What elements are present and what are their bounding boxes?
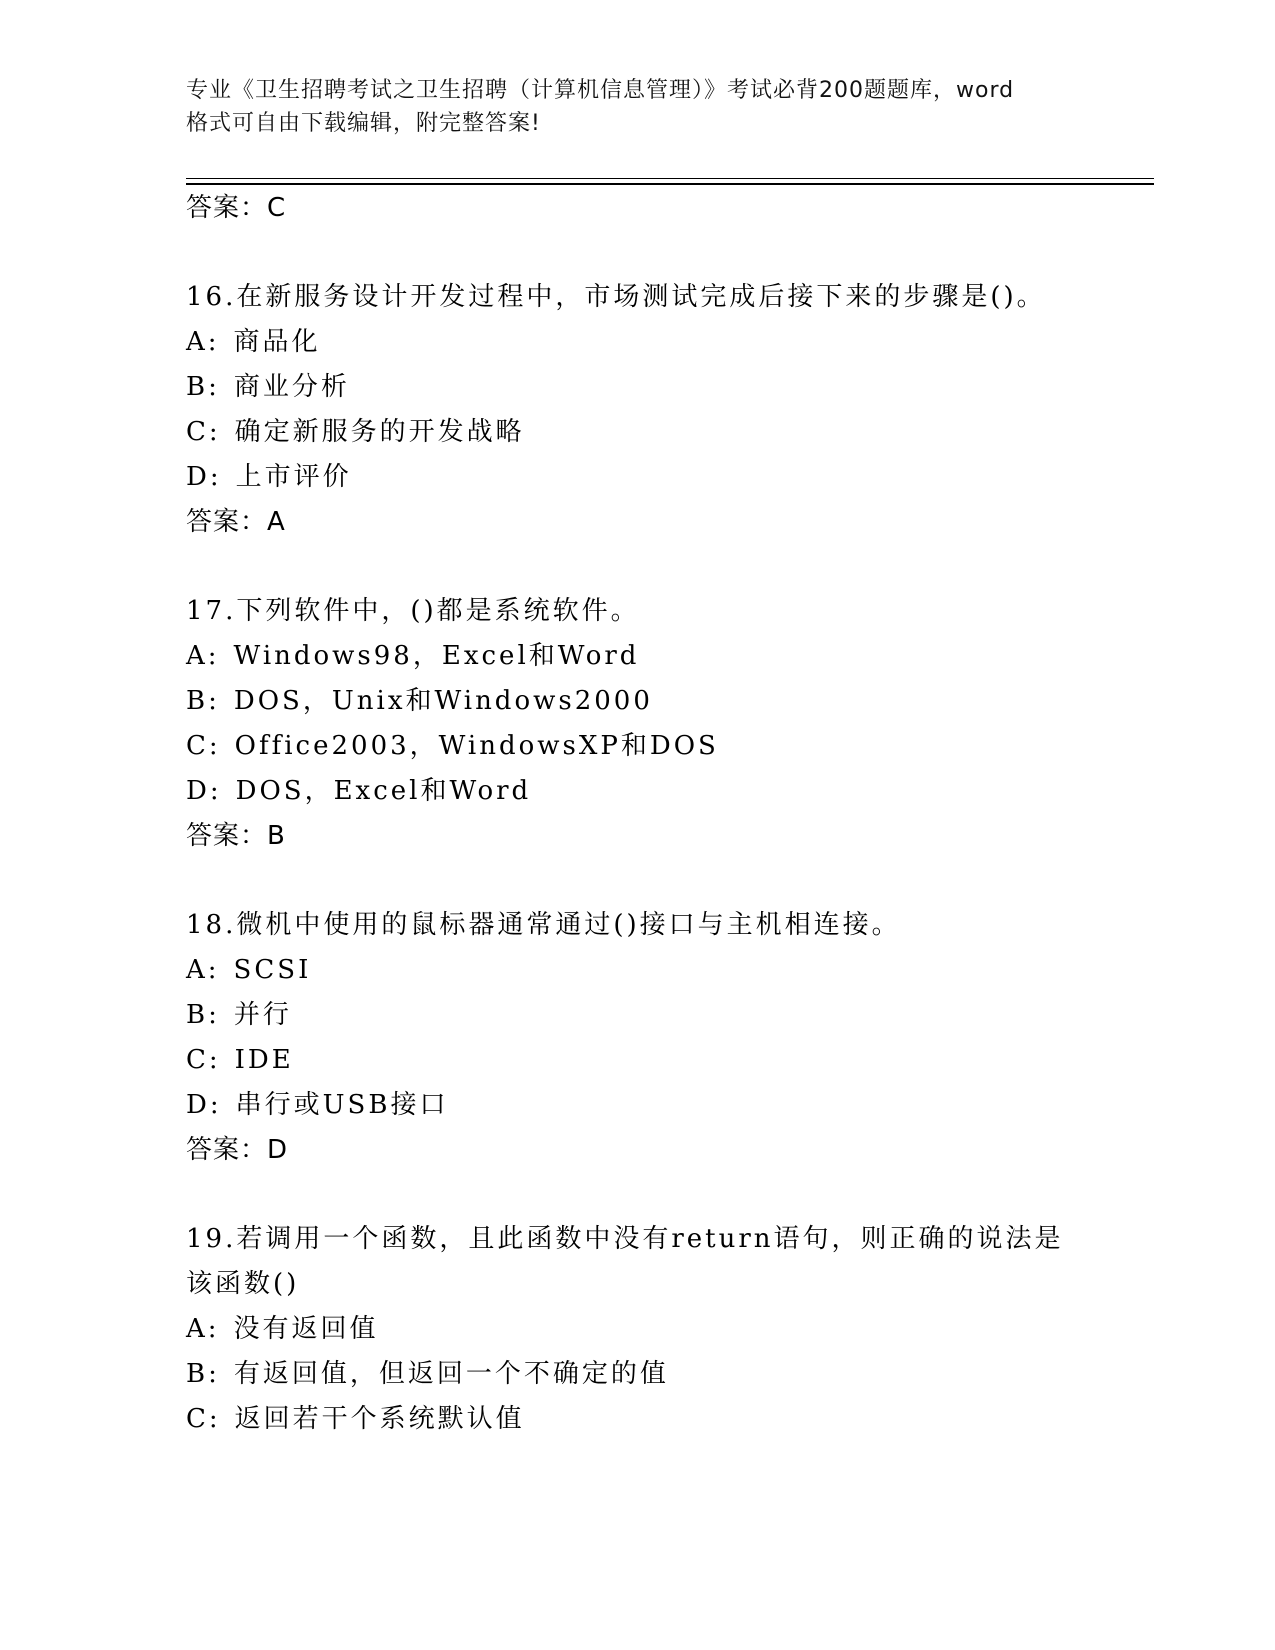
option-text: 有返回值，但返回一个不确定的值: [233, 1359, 669, 1389]
option-text: 没有返回值: [233, 1314, 379, 1344]
answer-line: 答案：D: [186, 1135, 289, 1165]
option-d: [186, 455, 1086, 500]
question-text-line-1: 19.若调用一个函数，且此函数中没有return语句，则正确的说法是: [186, 1224, 1064, 1254]
question-text: 17.下列软件中，()都是系统软件。: [186, 596, 640, 626]
option-text: DOS，Unix和Windows2000: [233, 686, 653, 716]
header-divider-thick: [186, 183, 1154, 185]
answer-line: 答案：C: [186, 193, 287, 223]
question-16: [186, 275, 1086, 545]
option-text: DOS，Excel和Word: [235, 776, 532, 806]
option-text: 确定新服务的开发战略: [234, 417, 525, 447]
option-c: [186, 724, 1086, 769]
option-c: [186, 1038, 1086, 1083]
option-text: 上市评价: [235, 462, 352, 492]
option-d: [186, 769, 1086, 814]
option-text: SCSI: [233, 955, 312, 985]
option-letter: B:: [186, 372, 220, 402]
option-text: Windows98，Excel和Word: [233, 641, 640, 671]
option-b: [186, 1352, 1086, 1397]
question-18: [186, 903, 1086, 1173]
document-header: [186, 74, 1086, 140]
option-letter: B:: [186, 1359, 220, 1389]
option-c: [186, 1397, 1086, 1442]
question-17: [186, 589, 1086, 859]
option-b: [186, 679, 1086, 724]
option-b: [186, 365, 1086, 410]
question-list: [186, 186, 1086, 1442]
option-text: 并行: [233, 1000, 292, 1030]
question-text-line-2: 该函数(): [186, 1269, 300, 1299]
option-a: [186, 320, 1086, 365]
option-a: [186, 1307, 1086, 1352]
option-b: [186, 993, 1086, 1038]
option-letter: D:: [186, 776, 222, 806]
option-text: Office2003，WindowsXP和DOS: [234, 731, 719, 761]
option-d: [186, 1083, 1086, 1128]
option-text: 返回若干个系统默认值: [234, 1404, 525, 1434]
option-letter: A:: [186, 327, 220, 357]
answer-line: 答案：A: [186, 507, 286, 537]
option-letter: D:: [186, 462, 222, 492]
option-text: IDE: [234, 1045, 294, 1075]
option-text: 串行或USB接口: [235, 1090, 449, 1120]
option-letter: B:: [186, 1000, 220, 1030]
question-text: 16.在新服务设计开发过程中，市场测试完成后接下来的步骤是()。: [186, 282, 1046, 312]
header-line-1: 专业《卫生招聘考试之卫生招聘（计算机信息管理）》考试必背200题题库，word: [186, 78, 1015, 103]
answer-line: 答案：B: [186, 821, 286, 851]
header-divider-thin: [186, 178, 1154, 179]
question-text: 18.微机中使用的鼠标器通常通过()接口与主机相连接。: [186, 910, 901, 940]
option-letter: C:: [186, 731, 221, 761]
option-text: 商品化: [233, 327, 321, 357]
option-letter: B:: [186, 686, 220, 716]
option-letter: C:: [186, 417, 221, 447]
question-19: [186, 1217, 1086, 1442]
option-letter: C:: [186, 1045, 221, 1075]
option-a: [186, 948, 1086, 993]
option-letter: A:: [186, 955, 220, 985]
option-letter: C:: [186, 1404, 221, 1434]
header-line-2: 格式可自由下载编辑，附完整答案!: [186, 111, 541, 136]
option-a: [186, 634, 1086, 679]
option-letter: A:: [186, 641, 220, 671]
option-letter: D:: [186, 1090, 222, 1120]
option-c: [186, 410, 1086, 455]
option-letter: A:: [186, 1314, 220, 1344]
option-text: 商业分析: [233, 372, 350, 402]
